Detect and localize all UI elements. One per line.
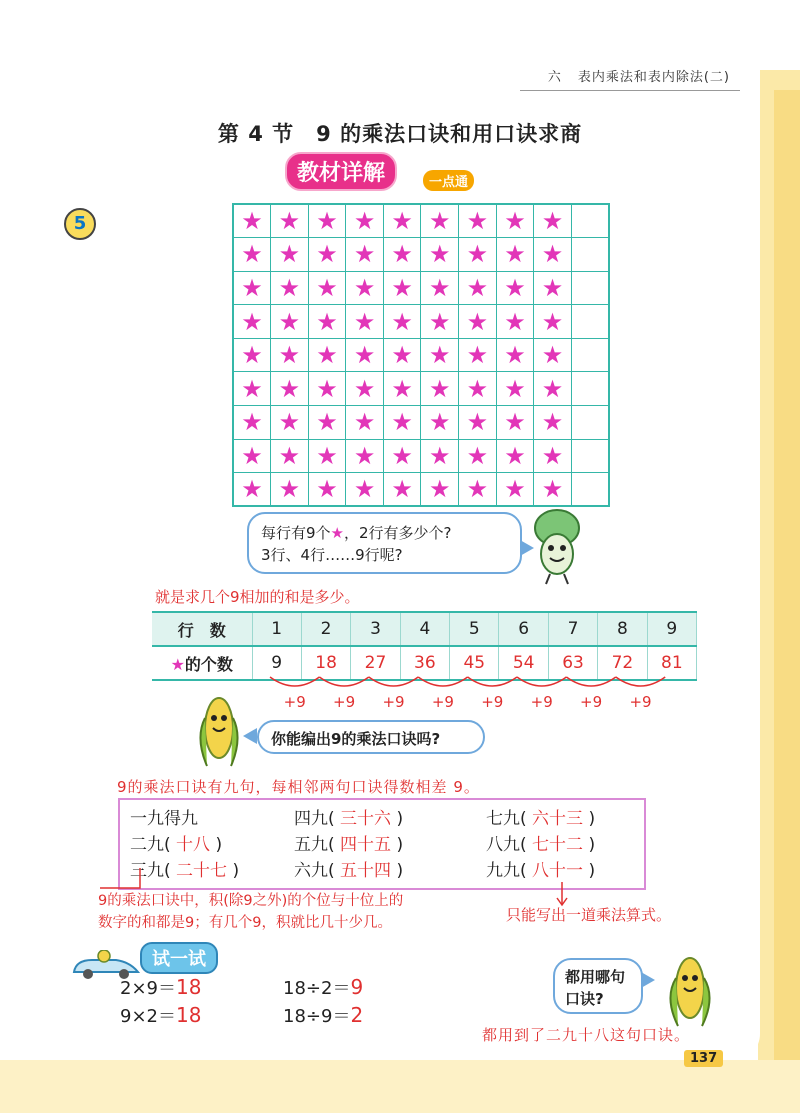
- arcs-svg: [258, 673, 678, 697]
- star-grid-row: [233, 473, 609, 507]
- count-header: ★的个数: [152, 646, 252, 680]
- equation: 18÷9＝2: [283, 1003, 364, 1027]
- star-icon: ★: [534, 372, 572, 406]
- star-icon: ★: [534, 338, 572, 372]
- star-icon: ★: [233, 305, 271, 339]
- star-icon: ★: [496, 305, 534, 339]
- rhyme-item: 五九( 四十五 ): [294, 835, 404, 855]
- star-icon: ★: [308, 372, 346, 406]
- star-icon: ★: [271, 204, 309, 238]
- star-icon: ★: [308, 338, 346, 372]
- star-icon: ★: [271, 372, 309, 406]
- banner-label: 教材详解: [285, 152, 397, 191]
- empty-cell: [571, 271, 609, 305]
- count-cell: 18: [301, 646, 350, 680]
- star-icon: ★: [496, 439, 534, 473]
- star-grid-row: [233, 406, 609, 440]
- star-icon: ★: [421, 372, 459, 406]
- rhyme-item: 一九得九: [130, 809, 198, 829]
- star-icon: ★: [421, 473, 459, 507]
- star-icon: ★: [271, 271, 309, 305]
- star-icon: ★: [308, 439, 346, 473]
- star-icon: ★: [346, 473, 384, 507]
- count-cell: 27: [351, 646, 400, 680]
- note-answer-rhyme: 都用到了二九十八这句口诀。: [482, 1026, 691, 1044]
- book-edge-inner: [774, 90, 800, 1113]
- star-icon: ★: [459, 473, 497, 507]
- star-grid-row: [233, 305, 609, 339]
- star-icon: ★: [383, 238, 421, 272]
- rhyme-item: 四九( 三十六 ): [294, 809, 404, 829]
- bubble-tail: [641, 972, 655, 988]
- chapter-number: 六: [547, 70, 562, 85]
- star-icon: ★: [459, 271, 497, 305]
- difference-arc: [319, 677, 368, 686]
- star-icon: ★: [383, 439, 421, 473]
- star-icon: ★: [421, 271, 459, 305]
- star-grid-row: [233, 238, 609, 272]
- book-bottom-edge: [0, 1060, 800, 1113]
- star-icon: ★: [308, 271, 346, 305]
- star-icon: ★: [233, 406, 271, 440]
- equation: 2×9＝18: [120, 975, 202, 999]
- star-icon: ★: [383, 271, 421, 305]
- star-icon: ★: [233, 439, 271, 473]
- empty-cell: [571, 238, 609, 272]
- star-icon: ★: [233, 204, 271, 238]
- count-cell: 9: [252, 646, 301, 680]
- difference-label: +9: [530, 693, 553, 711]
- row-header: 行 数: [152, 612, 252, 646]
- star-icon: ★: [459, 338, 497, 372]
- star-icon: ★: [496, 238, 534, 272]
- difference-arc: [369, 677, 418, 686]
- note-nine-rhymes: 9的乘法口诀有九句，每相邻两句口诀得数相差 9。: [117, 778, 480, 796]
- star-icon: ★: [496, 204, 534, 238]
- empty-cell: [571, 406, 609, 440]
- banner-sub-label: 一点通: [423, 170, 474, 191]
- bubble1-text-a: 每行有9个: [261, 524, 331, 542]
- count-cell: 72: [598, 646, 647, 680]
- star-grid-row: [233, 338, 609, 372]
- star-icon: ★: [346, 372, 384, 406]
- count-cell: 54: [499, 646, 548, 680]
- star-icon: ★: [346, 305, 384, 339]
- empty-cell: [571, 338, 609, 372]
- star-icon: ★: [346, 338, 384, 372]
- difference-label: +9: [431, 693, 454, 711]
- empty-cell: [571, 305, 609, 339]
- star-icon: ★: [308, 473, 346, 507]
- star-icon: ★: [496, 473, 534, 507]
- difference-arcs: [258, 673, 678, 717]
- star-icon: ★: [308, 406, 346, 440]
- row-number-cell: 7: [548, 612, 597, 646]
- bubble-tail: [243, 728, 257, 744]
- difference-arc: [468, 677, 517, 686]
- rhyme-item: 九九( 八十一 ): [486, 861, 596, 881]
- star-icon: ★: [383, 372, 421, 406]
- star-icon: ★: [459, 372, 497, 406]
- star-icon: ★: [233, 338, 271, 372]
- cabbage-character-icon: [528, 506, 586, 586]
- row-number-cell: 2: [301, 612, 350, 646]
- star-icon: ★: [459, 305, 497, 339]
- section-banner: [285, 152, 469, 191]
- star-icon: ★: [346, 204, 384, 238]
- difference-arc: [270, 677, 319, 686]
- difference-arc: [616, 677, 665, 686]
- row-number-cell: 9: [647, 612, 696, 646]
- difference-label: +9: [382, 693, 405, 711]
- star-icon: ★: [271, 338, 309, 372]
- star-icon: ★: [383, 305, 421, 339]
- star-icon: ★: [534, 473, 572, 507]
- row-number-cell: 3: [351, 612, 400, 646]
- star-icon: ★: [534, 406, 572, 440]
- section-title: 第 4 节 9 的乘法口诀和用口诀求商: [217, 122, 583, 146]
- speech-bubble-question: [247, 512, 522, 574]
- star-icon: ★: [421, 338, 459, 372]
- star-icon: ★: [496, 372, 534, 406]
- bubble1-text-b: ，2行有多少个?: [344, 524, 452, 542]
- count-cell: 81: [647, 646, 696, 680]
- star-grid-row: [233, 204, 609, 238]
- empty-cell: [571, 439, 609, 473]
- star-icon: ★: [421, 204, 459, 238]
- star-icon: ★: [271, 305, 309, 339]
- star-icon: ★: [346, 439, 384, 473]
- star-icon: ★: [421, 439, 459, 473]
- star-icon: ★: [459, 406, 497, 440]
- row-number-cell: 8: [598, 612, 647, 646]
- note-one-equation: 只能写出一道乘法算式。: [506, 906, 672, 924]
- empty-cell: [571, 473, 609, 507]
- star-icon: ★: [534, 271, 572, 305]
- star-icon: ★: [459, 238, 497, 272]
- star-icon: ★: [459, 439, 497, 473]
- try-it-banner: 试一试: [140, 942, 218, 974]
- difference-label: +9: [629, 693, 652, 711]
- star-icon: ★: [271, 439, 309, 473]
- star-icon: ★: [170, 654, 185, 674]
- row-number-cell: 6: [499, 612, 548, 646]
- star-icon: ★: [271, 406, 309, 440]
- star-icon: ★: [271, 473, 309, 507]
- equations-left: [120, 974, 201, 1030]
- empty-cell: [571, 372, 609, 406]
- header-rule: [520, 90, 740, 91]
- star-icon: ★: [534, 238, 572, 272]
- star-icon: ★: [383, 406, 421, 440]
- difference-arc: [566, 677, 615, 686]
- rhyme-item: 二九( 十八 ): [130, 835, 223, 855]
- speech-bubble-which-rhyme: 都用哪句 口诀?: [553, 958, 643, 1014]
- speech-bubble-rhyme-question: 你能编出9的乘法口诀吗?: [257, 720, 485, 754]
- example-number-badge: 5: [64, 208, 96, 240]
- rhyme-item: 六九( 五十四 ): [294, 861, 404, 881]
- difference-label: +9: [580, 693, 603, 711]
- star-icon: ★: [383, 204, 421, 238]
- star-icon: ★: [308, 204, 346, 238]
- star-icon: ★: [346, 406, 384, 440]
- star-icon: ★: [534, 439, 572, 473]
- chapter-title: 表内乘法和表内除法(二): [577, 70, 730, 85]
- star-grid-row: [233, 372, 609, 406]
- difference-label: +9: [481, 693, 504, 711]
- difference-label: +9: [333, 693, 356, 711]
- corn-character-icon: [193, 688, 245, 772]
- star-icon: ★: [233, 238, 271, 272]
- star-icon: ★: [346, 238, 384, 272]
- star-icon: ★: [421, 305, 459, 339]
- row-number-cell: 1: [252, 612, 301, 646]
- star-icon: ★: [496, 271, 534, 305]
- star-grid: [232, 203, 610, 507]
- note-digit-sum: 9的乘法口诀中，积(除9之外)的个位与十位上的 数字的和都是9；有几个9，积就比几十少几。: [98, 893, 404, 931]
- count-cell: 36: [400, 646, 449, 680]
- star-grid-row: [233, 439, 609, 473]
- star-icon: ★: [421, 238, 459, 272]
- equation: 18÷2＝9: [283, 975, 364, 999]
- empty-cell: [571, 204, 609, 238]
- star-icon: ★: [308, 305, 346, 339]
- count-cell: 45: [450, 646, 499, 680]
- equations-right: [283, 974, 363, 1030]
- star-icon: ★: [330, 524, 344, 542]
- star-icon: ★: [271, 238, 309, 272]
- row-number-cell: 5: [450, 612, 499, 646]
- bubble1-text-c: 3行、4行……9行呢?: [261, 546, 403, 564]
- star-grid-row: [233, 271, 609, 305]
- star-icon: ★: [233, 473, 271, 507]
- row-number-cell: 4: [400, 612, 449, 646]
- star-icon: ★: [496, 338, 534, 372]
- star-icon: ★: [421, 406, 459, 440]
- star-icon: ★: [496, 406, 534, 440]
- rhyme-item: 三九( 二十七 ): [130, 861, 240, 881]
- equation: 9×2＝18: [120, 1003, 202, 1027]
- rhyme-item: 八九( 七十二 ): [486, 835, 596, 855]
- rhyme-item: 七九( 六十三 ): [486, 809, 596, 829]
- star-icon: ★: [459, 204, 497, 238]
- difference-label: +9: [283, 693, 306, 711]
- count-table: [152, 611, 697, 681]
- star-icon: ★: [534, 204, 572, 238]
- star-icon: ★: [383, 338, 421, 372]
- star-icon: ★: [233, 271, 271, 305]
- running-head: [548, 66, 730, 85]
- star-icon: ★: [534, 305, 572, 339]
- star-icon: ★: [346, 271, 384, 305]
- difference-arc: [517, 677, 566, 686]
- page-number: 137: [684, 1050, 723, 1067]
- difference-arc: [418, 677, 467, 686]
- count-cell: 63: [548, 646, 597, 680]
- star-icon: ★: [308, 238, 346, 272]
- corn-character-icon: [660, 948, 720, 1028]
- star-icon: ★: [383, 473, 421, 507]
- note-sum-of-nines: 就是求几个9相加的和是多少。: [155, 588, 360, 606]
- star-icon: ★: [233, 372, 271, 406]
